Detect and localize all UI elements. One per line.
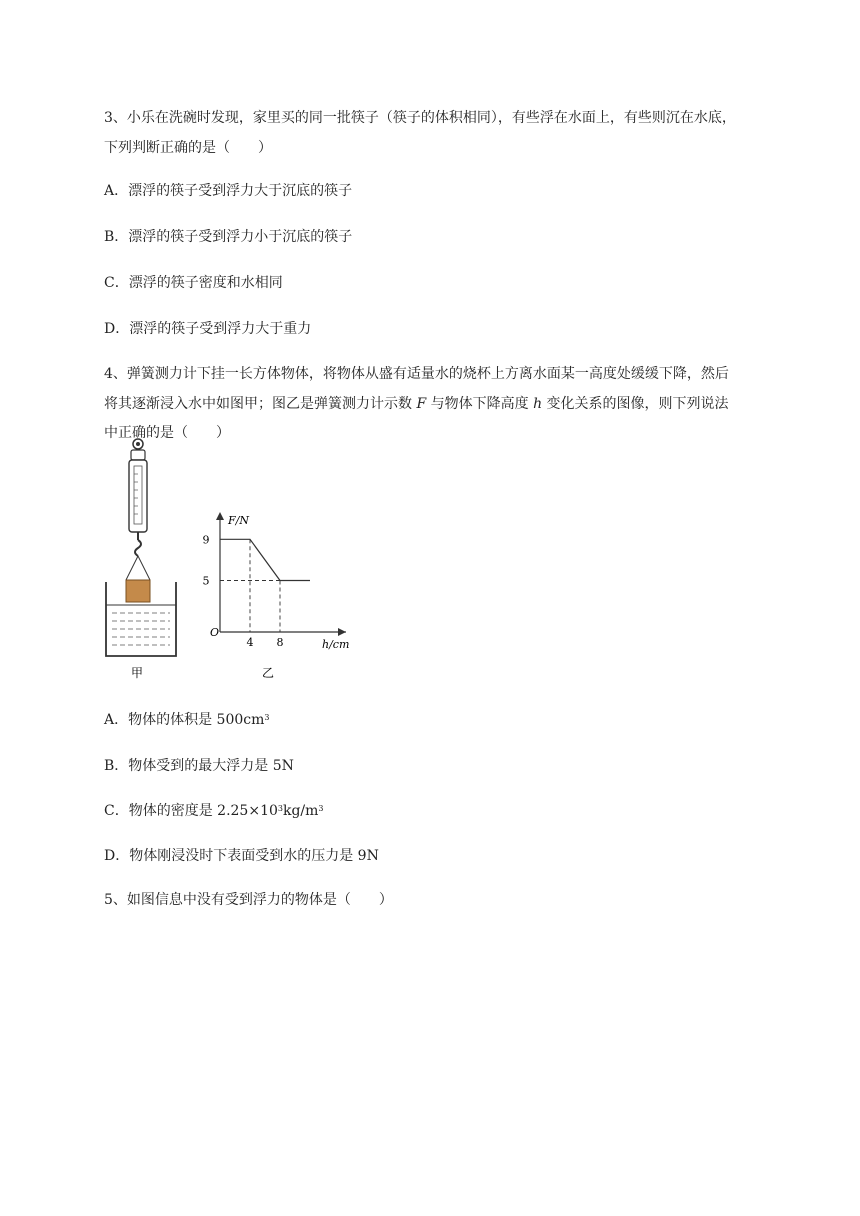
y-axis-label: F/N: [228, 514, 249, 527]
y-tick-label-5: 5: [202, 574, 210, 588]
origin-label: O: [210, 626, 220, 639]
q4-stem-line1: 4、弹簧测力计下挂一长方体物体，将物体从盛有适量水的烧杯上方离水面某一高度处缓缓下降，然后: [104, 366, 729, 382]
q3-option-c: C．漂浮的筷子密度和水相同: [104, 275, 283, 291]
x-axis-label: h/cm: [322, 638, 350, 651]
q4-option-d: D．物体刚浸没时下表面受到水的压力是 9N: [104, 848, 379, 864]
y-axis-arrow: [216, 512, 224, 520]
x-tick-label-8: 8: [276, 636, 284, 649]
figure-label-jia: 甲: [130, 666, 144, 680]
figure-label-yi: 乙: [261, 666, 275, 680]
q3-option-d: D．漂浮的筷子受到浮力大于重力: [104, 321, 312, 337]
q5-stem: 5、如图信息中没有受到浮力的物体是（ ）: [104, 892, 393, 908]
q3-stem-line2: 下列判断正确的是（ ）: [104, 140, 272, 156]
spring-scale-diagram: [106, 439, 176, 680]
x-axis-arrow: [338, 628, 346, 636]
q3-option-a: A．漂浮的筷子受到浮力大于沉底的筷子: [104, 183, 353, 199]
q4-option-a: A．物体的体积是 $500cm^3$: [104, 712, 270, 728]
force-height-graph: [203, 512, 350, 680]
q3-option-b: B．漂浮的筷子受到浮力小于沉底的筷子: [104, 229, 353, 245]
x-tick-label-4: 4: [246, 636, 254, 649]
y-tick-label-9: 9: [202, 533, 210, 547]
force-line-series: [220, 539, 310, 580]
q4-stem-line3: 中正确的是（ ）: [104, 425, 230, 441]
q4-option-b: B．物体受到的最大浮力是 5N: [104, 758, 294, 774]
q4-stem-line2: 将其逐渐浸入水中如图甲；图乙是弹簧测力计示数 F 与物体下降高度 h 变化关系的图像，则下列说法: [104, 396, 729, 412]
q4-figure: [100, 436, 370, 686]
q4-option-c: C．物体的密度是 $2.25\times 10^3kg/m^3$: [104, 803, 324, 819]
q3-stem-line1: 3、小乐在洗碗时发现，家里买的同一批筷子（筷子的体积相同），有些浮在水面上，有些则沉在水底，: [104, 110, 736, 126]
